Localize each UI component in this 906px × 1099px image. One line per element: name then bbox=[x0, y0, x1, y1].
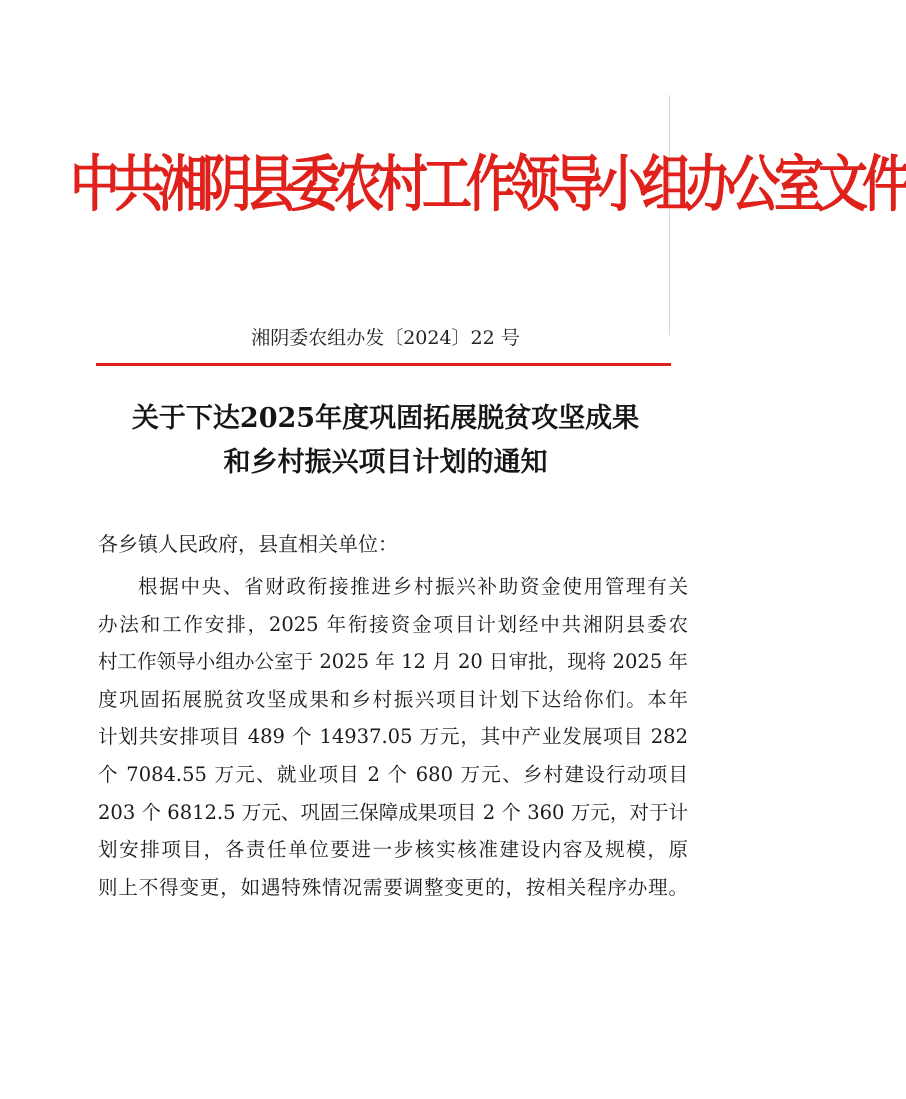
document-number: 湘阴委农组办发〔2024〕22 号 bbox=[251, 327, 520, 349]
body-line: 村工作领导小组办公室于 2025 年 12 月 20 日审批，现将 2025 年 bbox=[98, 650, 688, 674]
body-line: 则上不得变更，如遇特殊情况需要调整变更的，按相关程序办理。 bbox=[98, 875, 688, 899]
salutation: 各乡镇人民政府，县直相关单位： bbox=[98, 532, 398, 556]
body-paragraph bbox=[98, 568, 688, 906]
body-line: 203 个 6812.5 万元、巩固三保障成果项目 2 个 360 万元，对于计 bbox=[98, 800, 688, 824]
body-line: 计划共安排项目 489 个 14937.05 万元，其中产业发展项目 282 bbox=[98, 725, 688, 749]
document-header-title: 中共湘阴县委农村工作领导小组办公室文件 bbox=[70, 147, 906, 220]
notice-title-line-1: 关于下达2025年度巩固拓展脱贫攻坚成果 bbox=[131, 403, 640, 434]
notice-title-line-2: 和乡村振兴项目计划的通知 bbox=[223, 447, 548, 478]
body-line: 度巩固拓展脱贫攻坚成果和乡村振兴项目计划下达给你们。本年 bbox=[98, 687, 688, 711]
body-line: 办法和工作安排，2025 年衔接资金项目计划经中共湘阴县委农 bbox=[98, 612, 688, 636]
body-line: 个 7084.55 万元、就业项目 2 个 680 万元、乡村建设行动项目 bbox=[98, 762, 688, 786]
body-line: 划安排项目，各责任单位要进一步核实核准建设内容及规模，原 bbox=[98, 838, 688, 862]
header-red-rule bbox=[96, 363, 671, 366]
body-line: 根据中央、省财政衔接推进乡村振兴补助资金使用管理有关 bbox=[138, 575, 688, 598]
